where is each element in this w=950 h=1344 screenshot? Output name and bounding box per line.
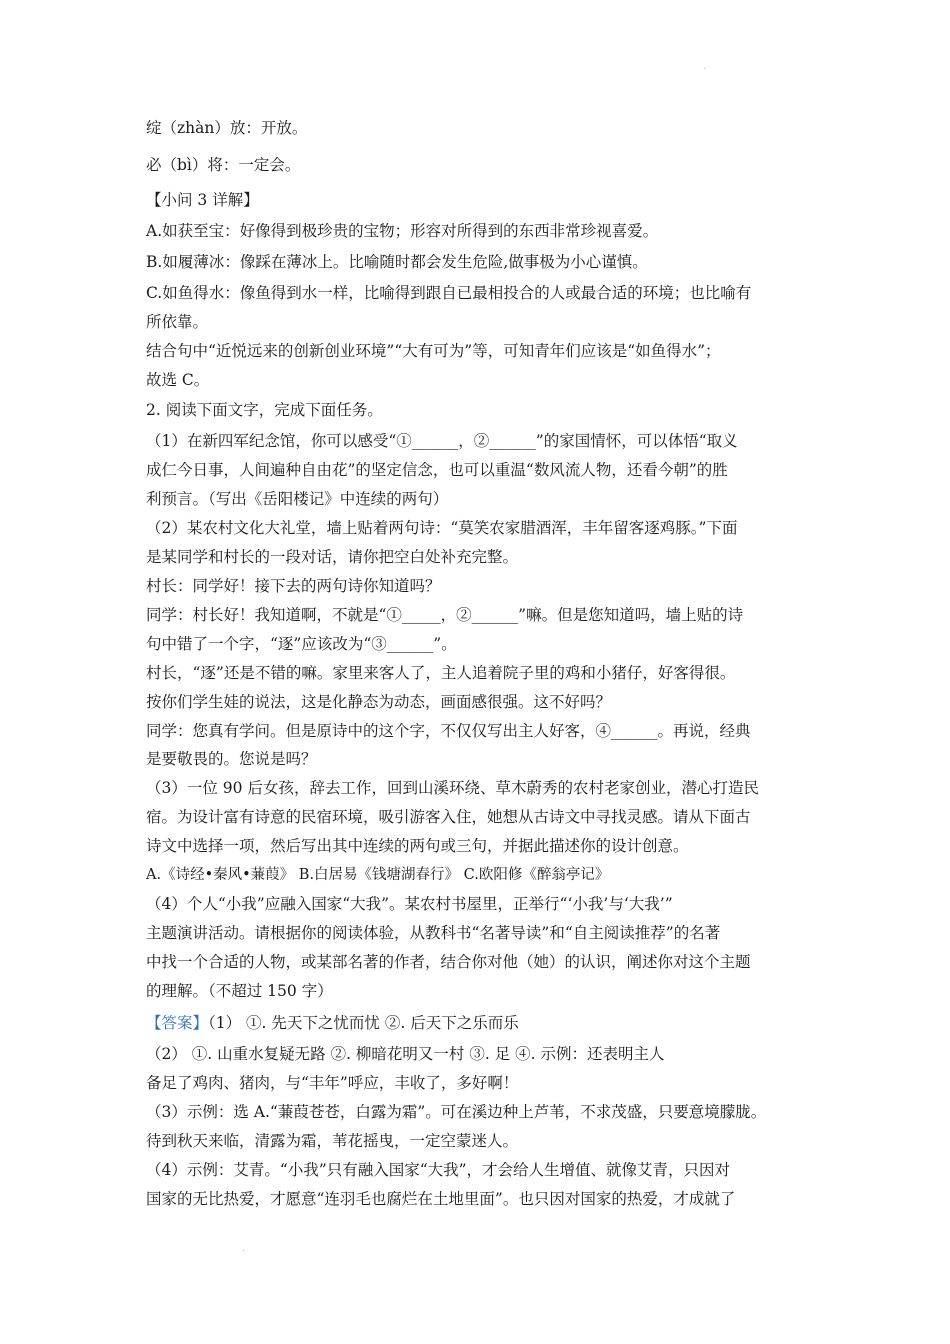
- text-line: 诗文中选择一项，然后写出其中连续的两句或三句，并据此描述你的设计创意。: [146, 837, 689, 855]
- dialogue-line: 村长，“逐”还是不错的嘛。家里来客人了，主人追着院子里的鸡和小猪仔，好客得很。: [146, 664, 736, 682]
- text-line: 是要敬畏的。您说是吗？: [146, 750, 317, 768]
- dialogue-line: 同学：您真有学问。但是原诗中的这个字，不仅仅写出主人好客，④______。再说，经典: [146, 722, 751, 740]
- question-part-2: （2）某农村文化大礼堂，墙上贴着两句诗：“莫笑农家腊酒浑，丰年留客逐鸡豚。”下面: [146, 519, 738, 537]
- text-line: 成仁今日事，人间遍种自由花”的坚定信念，也可以重温“数风流人物，还看今朝”的胜: [146, 461, 728, 479]
- dialogue-line: 同学：村长好！我知道啊，不就是“①_____，②______”嘛。但是您知道吗，墙上贴的诗: [146, 606, 744, 624]
- answer-line: （4）示例：艾青。“小我”只有融入国家“大我”，才会给人生增值、就像艾青，只因对: [146, 1161, 731, 1179]
- text-line: 是某同学和村长的一段对话，请你把空白处补充完整。: [146, 548, 519, 566]
- option-list: A.《诗经•秦风•蒹葭》 B.白居易《钱塘湖春行》 C.欧阳修《醉翁亭记》: [146, 867, 610, 883]
- option-b-explanation: B.如履薄冰：像踩在薄冰上。比喻随时都会发生危险,做事极为小心谨慎。: [146, 253, 648, 271]
- answer-line: 国家的无比热爱，才愿意“连羽毛也腐烂在土地里面”。也只因对国家的热爱，才成就了: [146, 1190, 736, 1208]
- text-line: 按你们学生娃的说法，这是化静态为动态，画面感很强。这不好吗？: [146, 693, 612, 711]
- option-c-explanation: C.如鱼得水：像鱼得到水一样，比喻得到跟自已最相投合的人或最合适的环境；也比喻有: [146, 284, 752, 302]
- text-line: 的理解。（不超过 150 字）: [146, 982, 333, 1000]
- answer-line: （2） ①. 山重水复疑无路 ②. 柳暗花明又一村 ③. 足 ④. 示例：还表明主人: [146, 1045, 665, 1063]
- text-line: 绽（zhàn）放：开放。: [146, 119, 308, 137]
- text-line: 利预言。（写出《岳阳楼记》中连续的两句）: [146, 490, 449, 508]
- answer-line: 备足了鸡肉、猪肉，与“丰年”呼应，丰收了，多好啊！: [146, 1074, 519, 1092]
- text-line: 句中错了一个字，“逐”应该改为“③______”。: [146, 635, 457, 653]
- text-line: 故选 C。: [146, 371, 210, 389]
- text-line: 所依靠。: [146, 313, 209, 331]
- dialogue-line: 村长：同学好！接下去的两句诗你知道吗？: [146, 577, 441, 595]
- answer-text: （1） ①. 先天下之忧而忧 ②. 后天下之乐而乐: [208, 1014, 519, 1032]
- text-line: 中找一个合适的人物，或某部名著的作者，结合你对他（她）的认识，阐述你对这个主题: [146, 953, 751, 971]
- question-part-1: （1）在新四军纪念馆，你可以感受“①______，②______”的家国情怀，可以体悟“取义: [146, 432, 738, 450]
- answer-line: [146, 1013, 519, 1033]
- answer-line: （3）示例：选 A.“蒹葭苍苍，白露为霜”。可在溪边种上芦苇，不求茂盛，只要意境朦胧。: [146, 1103, 767, 1121]
- text-line: 结合句中“近悦远来的创新创业环境”“大有可为”等，可知青年们应该是“如鱼得水”；: [146, 342, 721, 360]
- text-line: 必（bì）将：一定会。: [146, 156, 301, 174]
- question-part-3: （3）一位 90 后女孩，辞去工作，回到山溪环绕、草木蔚秀的农村老家创业，潜心打造民: [146, 779, 759, 797]
- question-part-4: （4）个人“小我”应融入国家“大我”。某农村书屋里，正举行“‘小我’与‘大我’”: [146, 895, 673, 913]
- text-line: 宿。为设计富有诗意的民宿环境，吸引游客入住，她想从古诗文中寻找灵感。请从下面古: [146, 808, 751, 826]
- text-line: 主题演讲活动。请根据你的阅读体验，从教科书“名著导读”和“自主阅读推荐”的名著: [146, 924, 721, 942]
- question-heading: 2. 阅读下面文字，完成下面任务。: [146, 401, 383, 419]
- scan-dot: ·: [703, 64, 707, 75]
- section-heading: 【小问 3 详解】: [146, 191, 259, 209]
- answer-tag: 【答案】: [146, 1014, 209, 1032]
- scan-dot: ·: [242, 1246, 246, 1257]
- answer-line: 待到秋天来临，清露为霜，苇花摇曳，一定空蒙迷人。: [146, 1132, 519, 1150]
- option-a-explanation: A.如获至宝：好像得到极珍贵的宝物；形容对所得到的东西非常珍视喜爱。: [146, 222, 659, 240]
